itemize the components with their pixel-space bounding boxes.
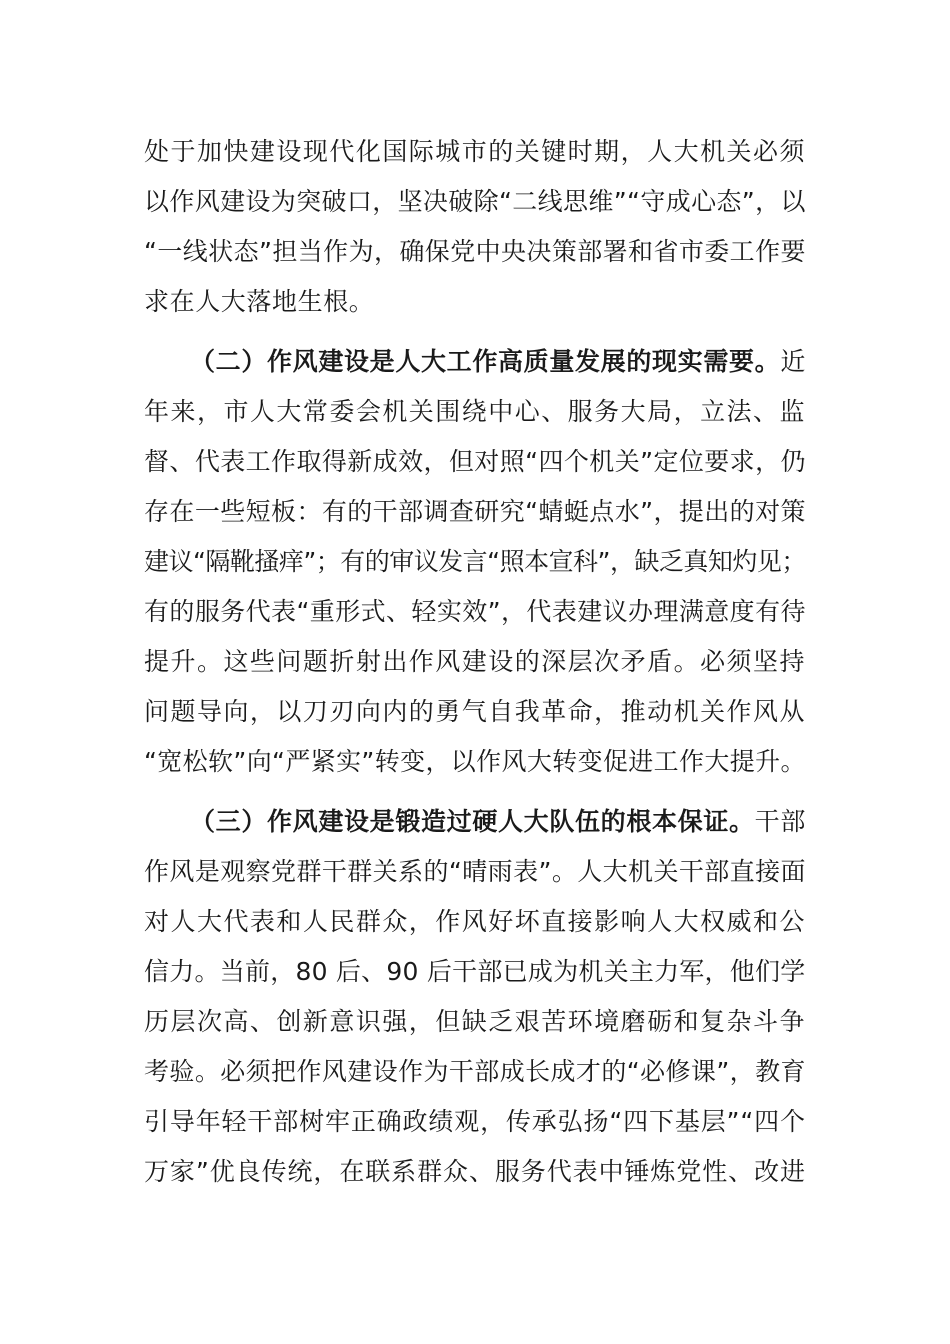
paragraph-2-line-8: 问题导向，以刀刃向内的勇气自我革命，推动机关作风从 (144, 697, 807, 726)
paragraph-2-line-3: 督、代表工作取得新成效，但对照“四个机关”定位要求，仍 (144, 447, 806, 476)
paragraph-1-line-4: 求在人大落地生根。 (144, 287, 375, 316)
paragraph-2-line-4: 存在一些短板：有的干部调查研究“蜻蜓点水”，提出的对策 (144, 497, 806, 526)
paragraph-3-line-8: 万家”优良传统，在联系群众、服务代表中锤炼党性、改进 (144, 1157, 806, 1186)
paragraph-2-first-line (190, 349, 806, 374)
paragraph-3-line-3: 对人大代表和人民群众，作风好坏直接影响人大权威和公 (144, 907, 807, 936)
paragraph-2-line-7: 提升。这些问题折射出作风建设的深层次矛盾。必须坚持 (144, 647, 807, 676)
paragraph-2-first-line-rest: 近 (780, 347, 807, 376)
paragraph-3-heading: （三）作风建设是锻造过硬人大队伍的根本保证。 (190, 807, 755, 836)
paragraph-3-line-7: 引导年轻干部树牢正确政绩观，传承弘扬“四下基层”“四个 (144, 1107, 806, 1136)
paragraph-3-line-5: 历层次高、创新意识强，但缺乏艰苦环境磨砺和复杂斗争 (144, 1007, 807, 1036)
paragraph-2-line-2: 年来，市人大常委会机关围绕中心、服务大局，立法、监 (144, 397, 807, 426)
paragraph-2-line-9: “宽松软”向“严紧实”转变，以作风大转变促进工作大提升。 (144, 747, 806, 776)
paragraph-1-line-1: 处于加快建设现代化国际城市的关键时期，人大机关必须 (144, 137, 807, 166)
paragraph-2-heading: （二）作风建设是人大工作高质量发展的现实需要。 (190, 347, 781, 376)
paragraph-3-first-line (190, 809, 806, 834)
paragraph-3-line-4: 信力。当前，80 后、90 后干部已成为机关主力军，他们学 (144, 957, 806, 986)
paragraph-1-line-3: “一线状态”担当作为，确保党中央决策部署和省市委工作要 (144, 237, 806, 266)
paragraph-3-line-2: 作风是观察党群干群关系的“晴雨表”。人大机关干部直接面 (144, 857, 806, 886)
paragraph-1-line-2: 以作风建设为突破口，坚决破除“二线思维”“守成心态”，以 (144, 187, 806, 216)
paragraph-3-line-6: 考验。必须把作风建设作为干部成长成才的“必修课”，教育 (144, 1057, 806, 1086)
paragraph-2-line-6: 有的服务代表“重形式、轻实效”，代表建议办理满意度有待 (144, 597, 806, 626)
paragraph-2-line-5: 建议“隔靴搔痒”；有的审议发言“照本宣科”，缺乏真知灼见； (144, 547, 806, 576)
paragraph-3-first-line-rest: 干部 (754, 807, 807, 836)
